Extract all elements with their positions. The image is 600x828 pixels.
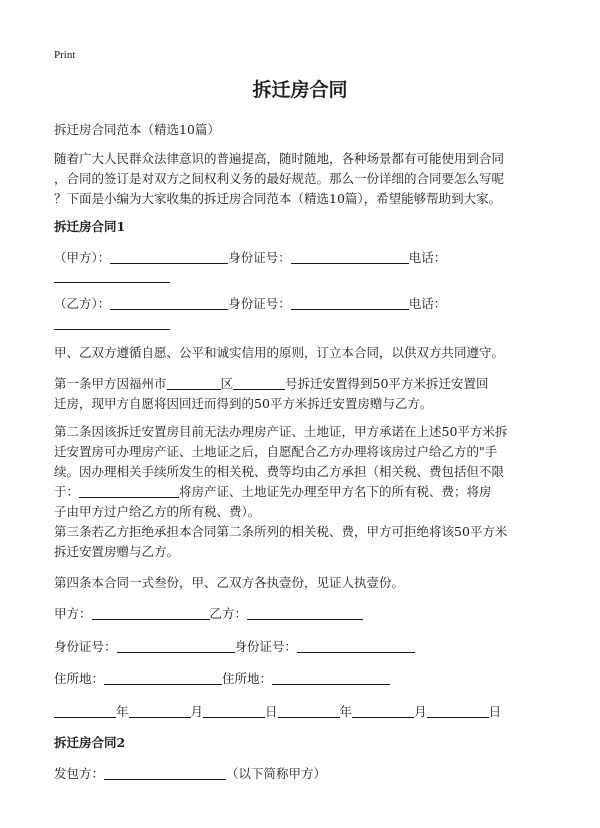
year-label: 年 — [339, 704, 353, 719]
article-2-line: 迁安置房可办理房产证、土地证之后，自愿配合乙方办理将该房过户给乙方的"手 — [54, 444, 498, 459]
number-blank[interactable] — [233, 375, 285, 390]
id-label: 身份证号： — [54, 639, 117, 654]
article-3-line: 拆迁安置房赠与乙方。 — [54, 544, 180, 559]
district-blank[interactable] — [167, 375, 221, 390]
article-4: 第四条本合同一式叁份，甲、乙双方各执壹份，见证人执壹份。 — [54, 575, 405, 590]
phone-label: 电话： — [408, 250, 447, 265]
article-2-line: 子由甲方过户给乙方的所有税、费）。 — [54, 504, 261, 519]
print-link[interactable]: Print — [54, 49, 76, 61]
month-blank[interactable] — [129, 703, 191, 718]
month-label: 月 — [190, 704, 204, 719]
party-a-phone-line — [54, 267, 546, 287]
id-label: 身份证号： — [228, 250, 291, 265]
party-b-label: （乙方）： — [54, 296, 111, 311]
article-2 — [54, 422, 546, 522]
article-1-line — [54, 374, 546, 394]
party-a-line — [54, 248, 546, 268]
article-2-line — [54, 482, 546, 502]
party-a-phone-blank[interactable] — [54, 268, 170, 283]
contractor-label: 发包方： — [54, 766, 105, 781]
sign-a-address-blank[interactable] — [104, 670, 222, 685]
year-label: 年 — [116, 704, 129, 719]
year-blank[interactable] — [54, 703, 116, 718]
day-label: 日 — [265, 704, 278, 719]
principle-paragraph: 甲、乙双方遵循自愿、公平和诚实信用的原则，订立本合同，以供双方共同遵守。 — [54, 345, 505, 360]
intro-line: ？下面是小编为大家收集的拆迁房合同范本（精选10篇），希望能够帮助到大家。 — [54, 191, 502, 206]
article-3 — [54, 522, 546, 562]
contractor-line — [54, 764, 546, 784]
article-text: 第一条甲方因福州市 — [54, 376, 167, 391]
party-b-phone-blank[interactable] — [54, 315, 170, 330]
month-blank[interactable] — [352, 703, 414, 718]
sign-a-blank[interactable] — [92, 605, 210, 620]
intro-paragraph — [54, 149, 546, 209]
section-heading-1: 拆迁房合同1 — [54, 219, 126, 234]
intro-line: 随着广大人民群众法律意识的普遍提高，随时随地，各种场景都有可能使用到合同 — [54, 151, 505, 166]
sign-b-blank[interactable] — [247, 605, 363, 620]
sign-b-address-blank[interactable] — [272, 670, 390, 685]
day-label: 日 — [488, 704, 502, 719]
id-label: 身份证号： — [234, 639, 298, 654]
section-heading-2: 拆迁房合同2 — [54, 735, 126, 750]
article-2-line: 第二条因该拆迁安置房目前无法办理房产证、土地证，甲方承诺在上述50平方米拆 — [54, 424, 508, 439]
address-label: 住所地： — [222, 671, 273, 686]
party-b-name-blank[interactable] — [110, 295, 228, 310]
article-text: 区 — [220, 376, 234, 391]
day-blank[interactable] — [427, 703, 489, 718]
sign-b-label: 乙方： — [209, 606, 248, 621]
party-b-id-blank[interactable] — [291, 295, 409, 310]
month-label: 月 — [414, 704, 427, 719]
sign-a-label: 甲方： — [54, 606, 92, 621]
party-a-name-blank[interactable] — [110, 249, 228, 264]
signature-address-line — [54, 669, 546, 689]
day-blank[interactable] — [203, 703, 265, 718]
sign-b-id-blank[interactable] — [297, 638, 415, 653]
article-text: 将房产证、土地证先办理至甲方名下的所有税、费；将房 — [179, 484, 492, 499]
article-1 — [54, 374, 546, 414]
article-1-line: 迁房，现甲方自愿将因回迁而得到的50平方米拆迁安置房赠与乙方。 — [54, 396, 433, 411]
signature-line — [54, 604, 546, 624]
party-b-line — [54, 294, 546, 314]
address-label: 住所地： — [54, 671, 105, 686]
date-line — [54, 702, 546, 722]
article-3-line: 第三条若乙方拒绝承担本合同第二条所列的相关税、费，甲方可拒绝将该50平方米 — [54, 524, 508, 539]
intro-line: ，合同的签订是对双方之间权利义务的最好规范。那么一份详细的合同要怎么写呢 — [54, 171, 505, 186]
article-text: 于： — [54, 484, 80, 499]
phone-label: 电话： — [408, 296, 447, 311]
subtitle: 拆迁房合同范本（精选10篇） — [54, 122, 220, 137]
year-blank[interactable] — [278, 703, 340, 718]
signature-id-line — [54, 637, 546, 657]
id-label: 身份证号： — [228, 296, 291, 311]
party-a-id-blank[interactable] — [291, 249, 409, 264]
page-title: 拆迁房合同 — [252, 79, 348, 101]
article-text: 号拆迁安置得到50平方米拆迁安置回 — [285, 376, 489, 391]
article-2-line: 续。因办理相关手续所发生的相关税、费等均由乙方承担（相关税、费包括但不限 — [54, 464, 505, 479]
contractor-note: （以下简称甲方） — [226, 766, 327, 781]
party-b-phone-line — [54, 314, 546, 334]
sign-a-id-blank[interactable] — [117, 638, 235, 653]
article-2-blank[interactable] — [79, 483, 179, 498]
contractor-blank[interactable] — [104, 765, 226, 780]
party-a-label: （甲方）： — [54, 250, 111, 265]
